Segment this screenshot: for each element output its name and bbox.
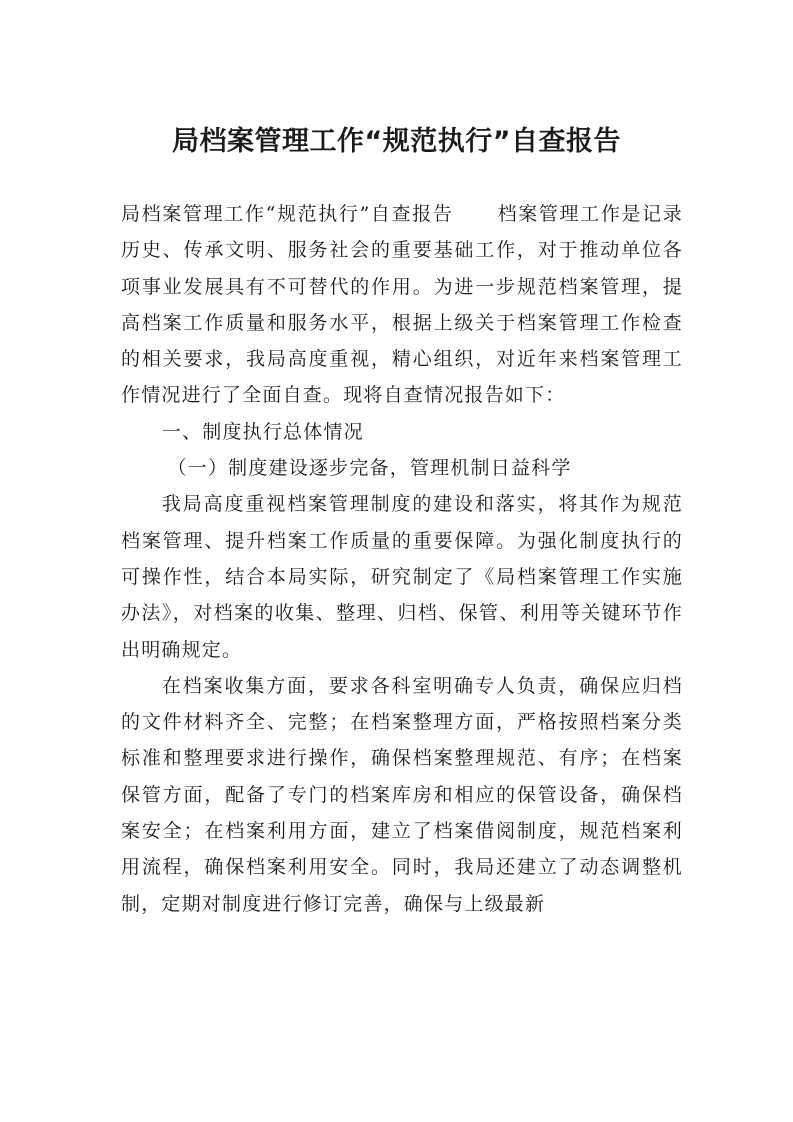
body-paragraph-1: 我局高度重视档案管理制度的建设和落实，将其作为规范档案管理、提升档案工作质量的重要保障。为强化制度执行的可操作性，结合本局实际，研究制定了《局档案管理工作实施办法》，对档案的收集、整理、归档、保管、利用等关键环节作出明确规定。 <box>121 493 683 661</box>
document-title: 局档案管理工作“规范执行”自查报告 <box>172 126 621 157</box>
intro-text: 档案管理工作是记录历史、传承文明、服务社会的重要基础工作，对于推动单位各项事业发展具有不可替代的作用。为进一步规范档案管理，提高档案工作质量和服务水平，根据上级关于档案管理工作检查的相关要求，我局高度重视，精心组织，对近年来档案管理工作情况进行了全面自查。现将自查情况报告如下： <box>121 203 683 407</box>
intro-heading: 局档案管理工作“规范执行”自查报告 <box>121 203 454 225</box>
document-body <box>121 196 683 922</box>
section-heading: 一、制度执行总体情况 <box>161 420 364 443</box>
body-paragraph-2: 在档案收集方面，要求各科室明确专人负责，确保应归档的文件材料齐全、完整；在档案整理方面，严格按照档案分类标准和整理要求进行操作，确保档案整理规范、有序；在档案保管方面，配备了专门的档案库房和相应的保管设备，确保档案安全；在档案利用方面，建立了档案借阅制度，规范档案利用流程，确保档案利用安全。同时，我局还建立了动态调整机制，定期对制度进行修订完善，确保与上级最新 <box>121 674 683 915</box>
intro-paragraph <box>121 196 683 414</box>
subsection-heading: （一）制度建设逐步完备，管理机制日益科学 <box>167 457 572 480</box>
